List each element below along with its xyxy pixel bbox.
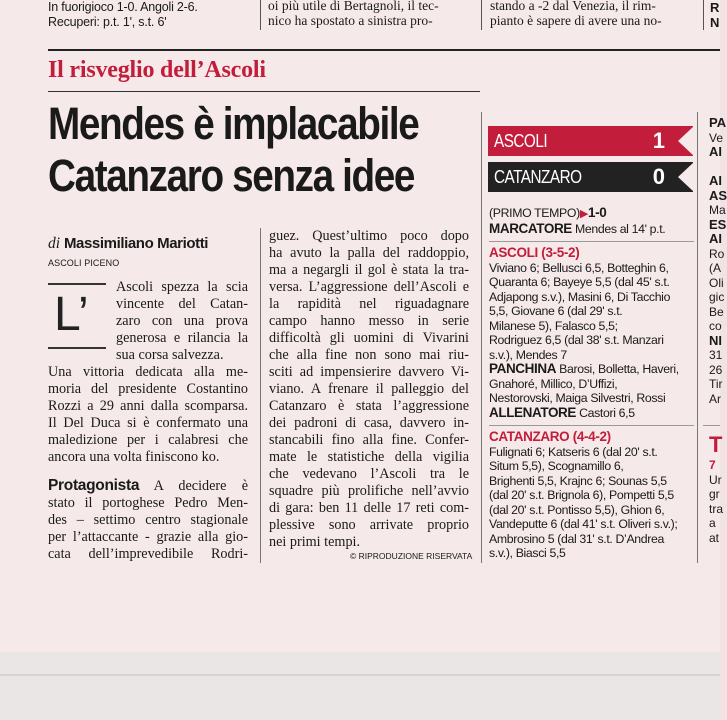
body-line: squadre più prolifiche nell’avvio <box>269 483 469 499</box>
stats-rule <box>489 241 694 242</box>
scorer-line: MARCATORE Mendes al 14' p.t. <box>489 220 666 236</box>
lineup-line: (dal 20' s.t. Brignola 6), Pompetti 5,5 <box>489 488 674 502</box>
body-line: cata dell’imprevedibile Rodri- <box>48 546 248 562</box>
away-team-goals: 0 <box>652 164 665 189</box>
score-row-away <box>488 162 693 192</box>
body-line: sciti ad impensierire davvero Vi- <box>269 364 469 380</box>
lineup-line: Situm 5,5), Scognamillo 6, <box>489 459 624 473</box>
lineup-line: Brighenti 5,5, Krajnc 6; Sounas 5,5 <box>489 473 667 488</box>
match-stats <box>489 206 694 236</box>
column-rule <box>481 112 482 563</box>
body-line: per l’attaccante - grazie alla gio- <box>48 529 248 545</box>
stats-rule <box>489 425 694 426</box>
kicker: Il risveglio dell’Ascoli <box>48 57 266 83</box>
lineup-line: Viviano 6; Bellusci 6,5, Botteghin 6, <box>489 260 669 275</box>
top-strip-col3: stando a -2 dal Venezia, il rim- pianto è sapere di avere una no- <box>490 0 662 28</box>
previous-article-strip <box>0 0 720 36</box>
lineup-line: Fulignati 6; Katseris 6 (dal 20' s.t. <box>489 444 658 459</box>
body-line: guez. Quest’ultimo poco dopo <box>269 228 469 244</box>
copyright-note: © RIPRODUZIONE RISERVATA <box>350 551 473 561</box>
body-line: mate le statistiche della vigilia <box>269 449 469 465</box>
column-rule <box>260 0 261 30</box>
body-line: Ascoli spezza la scia <box>116 279 248 295</box>
dateline: ASCOLI PICENO <box>48 258 120 268</box>
body-line: Rozzi a 29 anni dalla scomparsa. <box>48 398 248 414</box>
body-line: Una vittoria dedicata alla me- <box>48 364 248 380</box>
body-line: moria del presidente Costantino <box>48 381 248 397</box>
cut-off-column: PA Ve AI AI AS Ma ES AI Ro (A Oli gic Be co NI 31 26 Tir Ar <box>709 115 727 406</box>
bench-line: PANCHINA Barosi, Bolletta, Haveri, <box>489 361 679 376</box>
away-team-name: CATANZARO <box>494 167 582 187</box>
lineup-line: (dal 20' s.t. Pontisso 5,5), Ghion 6, <box>489 502 665 517</box>
body-line: zaro con una prova <box>116 313 248 329</box>
author-name: Massimiliano Mariotti <box>63 235 209 252</box>
lineup-line: Quaranta 6; Bayeye 5,5 (dal 45' s.t. <box>489 275 670 289</box>
body-line: ancora una volta finiscono ko. <box>48 449 220 465</box>
bench-line: Nestorovski, Maiga Silvestri, Rossi <box>489 391 666 405</box>
body-line: maledizione per i calabresi che <box>48 432 248 448</box>
body-line: ha avuto la palla del raddoppio, <box>269 245 469 261</box>
body-line: Catanzaro è stata l’aggressione <box>269 398 469 414</box>
ascoli-lineup <box>489 246 694 420</box>
bench-line: Gnahoré, Millico, D’Uffizi, <box>489 376 618 391</box>
column-rule <box>260 228 261 563</box>
body-line: ma a negargli il gol è stata la tra- <box>269 262 469 278</box>
subhead: Protagonista <box>48 477 140 494</box>
home-team-goals: 1 <box>652 128 665 153</box>
coach-line: ALLENATORE Castori 6,5 <box>489 404 635 420</box>
body-line: stato il portoghese Pedro Men- <box>48 495 248 511</box>
body-line: plessive sono arrivate proprio <box>269 517 469 533</box>
body-line: sua corsa salvezza. <box>116 347 224 363</box>
lineup-line: s.v.), Biasci 5,5 <box>489 546 566 560</box>
body-line: stancabili fino alla fine. Confer- <box>269 432 469 448</box>
catanzaro-lineup <box>489 430 694 561</box>
stats-rule <box>703 425 720 426</box>
lineup-line: s.v.), Mendes 7 <box>489 347 567 362</box>
body-line: che vedevano l’Ascoli tra le <box>269 466 469 482</box>
column-rule <box>703 0 704 30</box>
body-line: Il Del Duca si è confermato una <box>48 415 248 431</box>
body-line: che alla fine non sono mai riu- <box>269 347 469 363</box>
catanzaro-heading: CATANZARO (4-4-2) <box>489 429 611 444</box>
body-line: difficoltà gli uomini di Vivarini <box>269 330 469 346</box>
headline-line-1: Mendes è implacabile <box>48 98 419 149</box>
home-team-name: ASCOLI <box>494 131 548 151</box>
body-line: des – settimo centro stagionale <box>48 512 248 528</box>
byline-prefix: di <box>48 235 61 252</box>
score-notch <box>678 126 694 156</box>
lineup-line: 5,5, Giovane 6 (dal 29' s.t. <box>489 304 623 318</box>
top-strip-col1: In fuorigioco 1-0. Angoli 2-6. Recuperi: p.t. 1', s.t. 6' <box>48 0 198 29</box>
section-rule <box>48 49 720 51</box>
cut-off-column-b: T 7 Ur gr tra a at <box>709 432 724 545</box>
body-line: generosa e rilancia la <box>116 330 248 346</box>
first-half-line: (PRIMO TEMPO)▶1-0 <box>489 205 607 220</box>
lineup-line: Adjapong s.v.), Masini 6, Di Tacchio <box>489 289 671 304</box>
body-line: versa. L’aggressione dell’Ascoli e <box>269 279 469 295</box>
kicker-rule <box>48 91 480 92</box>
ascoli-heading: ASCOLI (3-5-2) <box>489 245 580 260</box>
headline <box>48 98 419 202</box>
body-line: Protagonista A decidere è <box>48 477 248 494</box>
article-column-2 <box>269 228 469 551</box>
lineup-line: Vandeputte 6 (dal 41' s.t. Oliveri s.v.); <box>489 517 678 531</box>
drop-cap: L’ <box>48 283 106 349</box>
body-line: di gara: ben 11 delle 17 reti com- <box>269 500 469 516</box>
triangle-icon: ▶ <box>579 208 588 220</box>
body-line: la rapidità nel riguadagnare <box>269 296 469 312</box>
article-column-1-b <box>48 477 248 563</box>
page-fold-background <box>0 652 720 720</box>
body-line: viano. A frenare il palleggio del <box>269 381 469 397</box>
score-notch <box>678 162 694 192</box>
lineup-line: Rodriguez 6,5 (dal 38' s.t. Manzari <box>489 333 664 347</box>
body-line: campo hanno messo in serie <box>269 313 469 329</box>
lineup-line: Ambrosino 5 (dal 31' s.t. D’Andrea <box>489 531 664 546</box>
top-strip-col2: oi più utile di Bertagnoli, il tec- nico ha spostato a sinistra pro- <box>268 0 439 28</box>
fold-line <box>0 674 720 676</box>
byline <box>48 235 208 253</box>
body-line: nei primi tempi. <box>269 534 361 550</box>
column-rule <box>481 0 482 30</box>
top-strip-col4: R N <box>710 0 720 30</box>
article-column-1-intro <box>116 279 248 364</box>
body-line: dei padroni di casa, davvero in- <box>269 415 469 431</box>
headline-line-2: Catanzaro senza idee <box>48 150 415 201</box>
score-row-home <box>488 126 693 156</box>
body-line: vincente del Catan- <box>116 296 248 312</box>
article-column-1 <box>48 364 248 466</box>
lineup-line: Milanese 5), Falasco 5,5; <box>489 318 618 333</box>
column-rule <box>697 112 698 563</box>
